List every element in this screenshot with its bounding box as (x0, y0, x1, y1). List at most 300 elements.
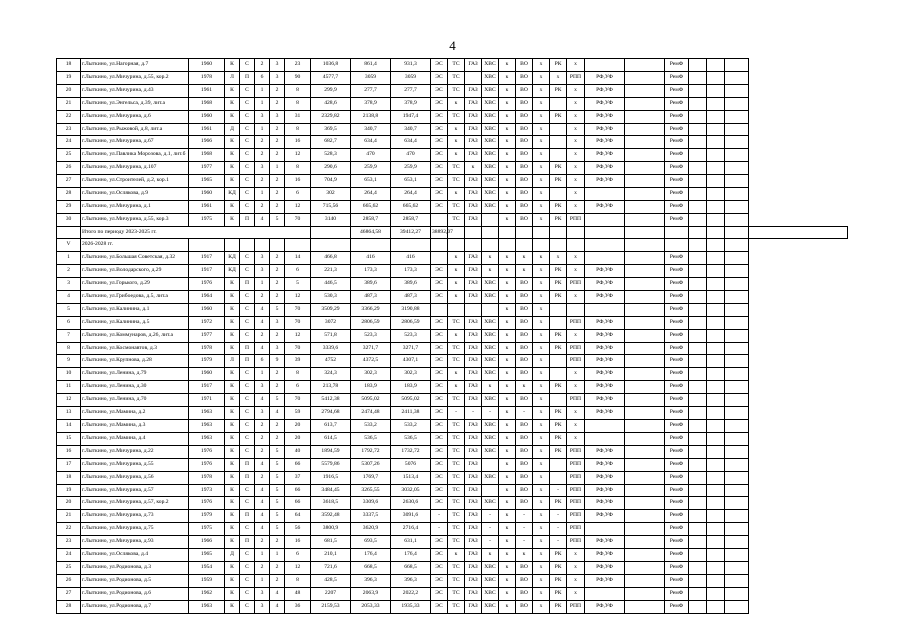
table-cell: С (240, 59, 255, 72)
table-cell (625, 303, 665, 316)
table-cell (689, 303, 707, 316)
table-cell: 40 (285, 445, 311, 458)
table-cell: ГАЗ (465, 84, 482, 97)
table-cell (725, 123, 749, 136)
table-cell: РФ,УФ (585, 316, 625, 329)
table-cell: К (225, 110, 240, 123)
table-cell: ХВС (482, 561, 499, 574)
table-cell (465, 226, 482, 239)
table-cell: 721,6 (311, 561, 351, 574)
table-cell: РемФ (665, 175, 689, 188)
table-cell: 1976 (189, 278, 225, 291)
table-cell: 2026-2028 гг. (81, 239, 189, 252)
table-cell: х (567, 407, 585, 420)
table-cell: ВО (516, 188, 533, 201)
table-cell (625, 290, 665, 303)
table-cell: ГАЗ (465, 394, 482, 407)
table-cell (725, 445, 749, 458)
table-cell (625, 59, 665, 72)
table-cell: х (533, 471, 550, 484)
table-cell: х (567, 329, 585, 342)
table-cell: 4 (255, 342, 270, 355)
table-cell: РФ,УФ (585, 342, 625, 355)
table-cell (725, 149, 749, 162)
table-cell: 389,6 (391, 278, 431, 291)
table-cell (725, 536, 749, 549)
table-cell: 24 (57, 136, 81, 149)
table-cell: 22 (57, 110, 81, 123)
table-cell: К (225, 303, 240, 316)
table-cell: Итого по периоду 2023-2025 гг. (81, 226, 311, 239)
table-cell: С (240, 136, 255, 149)
table-cell: РК (550, 497, 567, 510)
table-cell: 2 (255, 561, 270, 574)
table-cell: ТС (448, 316, 465, 329)
table-cell (725, 355, 749, 368)
table-row (57, 445, 848, 458)
table-cell: К (225, 213, 240, 226)
table-cell: 631,1 (391, 536, 431, 549)
table-cell: 3618,5 (311, 497, 351, 510)
table-cell (550, 316, 567, 329)
table-cell: ГАЗ (465, 445, 482, 458)
table-cell (482, 484, 499, 497)
table-cell: РФ,УФ (585, 497, 625, 510)
table-cell: V (57, 239, 81, 252)
table-cell: ВО (516, 419, 533, 432)
table-cell: 37 (285, 471, 311, 484)
table-cell: С (240, 84, 255, 97)
table-cell: 571,8 (311, 329, 351, 342)
table-cell: 3 (255, 600, 270, 613)
table-cell: К (225, 510, 240, 523)
table-cell: х (533, 510, 550, 523)
table-cell: ВО (516, 497, 533, 510)
table-cell: к (499, 200, 516, 213)
table-cell: - (516, 523, 533, 536)
table-cell (567, 226, 585, 239)
table-cell: РФ,УФ (585, 136, 625, 149)
table-cell: РемФ (665, 278, 689, 291)
table-cell: х (533, 316, 550, 329)
table-cell (689, 136, 707, 149)
table-cell: г.Лыткино, ул.Мамина, д.3 (81, 419, 189, 432)
table-cell (725, 432, 749, 445)
table-row (57, 510, 848, 523)
table-cell (255, 239, 270, 252)
table-cell: 4 (255, 213, 270, 226)
table-cell: РФ,УФ (585, 123, 625, 136)
table-cell: 3 (255, 252, 270, 265)
table-cell: ЭС (431, 471, 448, 484)
table-cell: ТС (448, 574, 465, 587)
table-cell: к (499, 71, 516, 84)
table-cell: ГАЗ (465, 368, 482, 381)
table-cell: 1963 (189, 600, 225, 613)
table-cell: 259,9 (351, 162, 391, 175)
table-cell: 4372,5 (351, 355, 391, 368)
table-cell (707, 458, 725, 471)
table-cell: 28 (57, 600, 81, 613)
table-cell: к (448, 136, 465, 149)
table-cell: 173,3 (351, 265, 391, 278)
table-cell: 13 (57, 407, 81, 420)
table-cell (689, 213, 707, 226)
table-cell: К (225, 523, 240, 536)
table-cell (625, 471, 665, 484)
table-cell: 613,7 (311, 419, 351, 432)
table-cell: х (533, 497, 550, 510)
table-cell: 1968 (189, 149, 225, 162)
table-cell (749, 226, 848, 239)
table-cell: 2806,59 (351, 316, 391, 329)
table-cell: 5 (270, 394, 285, 407)
table-cell: ВО (516, 316, 533, 329)
table-cell: г.Лыткино, ул.Родионова, д.3 (81, 561, 189, 574)
table-cell: ЭС (431, 162, 448, 175)
table-cell: 861,4 (351, 59, 391, 72)
table-cell: к (499, 252, 516, 265)
table-cell (707, 226, 725, 239)
table-cell: П (240, 355, 255, 368)
table-cell: 2 (270, 188, 285, 201)
table-cell: ГАЗ (465, 536, 482, 549)
table-cell: 2 (270, 200, 285, 213)
table-cell: 23 (57, 123, 81, 136)
table-cell: ЭС (431, 394, 448, 407)
table-cell: РК (550, 432, 567, 445)
table-cell: РК (550, 445, 567, 458)
table-cell: г.Лыткино, ул.Мичурина, д.6 (81, 110, 189, 123)
table-cell: К (225, 600, 240, 613)
table-cell: ХВС (482, 368, 499, 381)
table-cell: 56 (285, 523, 311, 536)
table-cell: ЭС (431, 574, 448, 587)
table-cell: к (499, 97, 516, 110)
table-cell (665, 239, 689, 252)
table-cell: х (533, 407, 550, 420)
table-cell: ЭС (431, 561, 448, 574)
table-row (57, 536, 848, 549)
table-cell: 38892,07 (431, 226, 448, 239)
table-cell (689, 600, 707, 613)
table-cell: 23 (57, 536, 81, 549)
table-cell: г.Лыткино, ул.Мамина, д.2 (81, 407, 189, 420)
table-cell: ЭС (431, 175, 448, 188)
table-cell: ХВС (482, 600, 499, 613)
table-cell: 66 (285, 458, 311, 471)
table-row (57, 149, 848, 162)
table-cell: х (567, 149, 585, 162)
table-cell: 4 (270, 407, 285, 420)
table-cell: РФ,УФ (585, 84, 625, 97)
table-cell: 3059 (391, 71, 431, 84)
table-cell: к (499, 175, 516, 188)
table-cell (585, 523, 625, 536)
table-cell (689, 381, 707, 394)
table-cell (689, 432, 707, 445)
table-cell: ГАЗ (465, 149, 482, 162)
table-cell: к (499, 84, 516, 97)
table-cell: ТС (448, 59, 465, 72)
table-cell (585, 419, 625, 432)
table-cell: 2411,38 (391, 407, 431, 420)
table-cell: ХВС (482, 200, 499, 213)
table-cell (689, 316, 707, 329)
table-cell (240, 239, 255, 252)
table-cell: К (225, 381, 240, 394)
table-cell: 634,4 (351, 136, 391, 149)
table-cell: 12 (285, 290, 311, 303)
table-cell (482, 303, 499, 316)
table-cell: РПП (567, 342, 585, 355)
table-cell: 1965 (189, 175, 225, 188)
table-cell: ВО (516, 368, 533, 381)
table-cell: РемФ (665, 394, 689, 407)
table-cell (725, 419, 749, 432)
table-cell (689, 200, 707, 213)
table-cell: г.Лыткино, ул.Мичурина, д.1 (81, 200, 189, 213)
table-cell (707, 561, 725, 574)
table-cell: 2858,7 (351, 213, 391, 226)
table-cell: 90 (285, 71, 311, 84)
table-cell: РФ,УФ (585, 458, 625, 471)
table-cell: 369,5 (311, 123, 351, 136)
table-cell: РК (550, 574, 567, 587)
table-cell: ТС (448, 394, 465, 407)
table-cell (689, 342, 707, 355)
table-cell: ТС (448, 445, 465, 458)
table-cell: 2 (270, 149, 285, 162)
table-cell: х (550, 252, 567, 265)
table-cell: ХВС (482, 574, 499, 587)
table-cell: ГАЗ (465, 381, 482, 394)
table-cell: РПП (567, 394, 585, 407)
table-cell: 2858,7 (391, 213, 431, 226)
table-cell: ХВС (482, 123, 499, 136)
table-cell: к (448, 123, 465, 136)
table-cell (689, 97, 707, 110)
table-cell: х (533, 419, 550, 432)
table-cell: ВО (516, 432, 533, 445)
table-cell: ХВС (482, 278, 499, 291)
table-cell: РК (550, 175, 567, 188)
table-cell: 4 (255, 303, 270, 316)
table-cell: РПП (567, 445, 585, 458)
table-cell: ВО (516, 71, 533, 84)
table-cell (725, 59, 749, 72)
table-cell: ВО (516, 213, 533, 226)
table-cell: 3339,6 (311, 342, 351, 355)
table-cell (725, 381, 749, 394)
table-cell (707, 600, 725, 613)
table-cell: РПП (567, 278, 585, 291)
table-cell: к (482, 549, 499, 562)
table-cell: к (482, 265, 499, 278)
table-cell (707, 523, 725, 536)
table-cell: 299,9 (311, 84, 351, 97)
table-cell: к (499, 419, 516, 432)
table-cell: РК (550, 84, 567, 97)
table-cell (689, 278, 707, 291)
table-cell: к (448, 368, 465, 381)
table-cell: ТС (448, 587, 465, 600)
table-cell: РемФ (665, 471, 689, 484)
table-cell: РемФ (665, 342, 689, 355)
table-cell (725, 226, 749, 239)
table-cell: к (499, 110, 516, 123)
table-cell: ЭС (431, 549, 448, 562)
table-cell: РФ,УФ (585, 381, 625, 394)
table-cell (499, 226, 516, 239)
table-cell: 389,6 (351, 278, 391, 291)
table-cell: 2 (270, 368, 285, 381)
table-cell: 26 (57, 162, 81, 175)
table-cell: РК (550, 587, 567, 600)
table-cell: 324,3 (311, 368, 351, 381)
table-cell: 1964 (189, 290, 225, 303)
table-cell: ТС (448, 84, 465, 97)
table-cell (550, 149, 567, 162)
table-cell (689, 536, 707, 549)
table-cell: 682,7 (311, 136, 351, 149)
table-cell: - (465, 407, 482, 420)
table-cell: х (533, 213, 550, 226)
table-cell: 4752 (311, 355, 351, 368)
table-cell: 2 (255, 419, 270, 432)
table-row (57, 213, 848, 226)
table-cell: ТС (448, 458, 465, 471)
table-cell (533, 226, 550, 239)
table-cell (725, 407, 749, 420)
table-cell: ВО (516, 84, 533, 97)
table-cell: 3 (255, 407, 270, 420)
table-cell: г.Лыткино, ул.Родионова, д.5 (81, 574, 189, 587)
table-cell: ВО (516, 355, 533, 368)
table-cell: 19 (57, 71, 81, 84)
table-cell: К (225, 497, 240, 510)
table-cell: РемФ (665, 265, 689, 278)
table-cell: РФ,УФ (585, 536, 625, 549)
table-cell: 30 (57, 213, 81, 226)
table-cell: С (240, 265, 255, 278)
table-cell (725, 162, 749, 175)
table-cell: ВО (516, 587, 533, 600)
table-cell: ХВС (482, 175, 499, 188)
table-cell: 3140 (311, 213, 351, 226)
table-cell: РПП (567, 523, 585, 536)
table-cell: ГАЗ (465, 188, 482, 201)
table-cell (482, 226, 499, 239)
table-cell: х (567, 84, 585, 97)
table-cell: РК (550, 162, 567, 175)
table-cell: К (225, 329, 240, 342)
table-cell (550, 303, 567, 316)
table-cell (707, 59, 725, 72)
table-cell: 8 (57, 342, 81, 355)
table-cell (625, 458, 665, 471)
table-cell: ВО (516, 458, 533, 471)
table-cell: 17 (57, 458, 81, 471)
table-cell: к (499, 497, 516, 510)
table-cell: К (225, 278, 240, 291)
table-cell: 4 (255, 510, 270, 523)
table-cell: 2 (255, 149, 270, 162)
table-cell: х (533, 458, 550, 471)
table-cell: х (567, 97, 585, 110)
table-cell: К (225, 316, 240, 329)
table-cell: х (533, 59, 550, 72)
table-cell: 12 (285, 329, 311, 342)
table-cell: 1917 (189, 381, 225, 394)
table-cell: 693,5 (351, 536, 391, 549)
table-cell (550, 471, 567, 484)
table-cell: РПП (567, 458, 585, 471)
table-cell: 340,7 (351, 123, 391, 136)
table-cell (707, 239, 725, 252)
table-cell: РемФ (665, 97, 689, 110)
table-cell: г.Лыткино, ул.Мичурина, д.57, кор.2 (81, 497, 189, 510)
table-cell: к (499, 381, 516, 394)
table-cell (707, 497, 725, 510)
table-row (57, 587, 848, 600)
table-cell: х (533, 265, 550, 278)
table-cell: 4 (255, 458, 270, 471)
table-cell: 1960 (189, 110, 225, 123)
table-row (57, 549, 848, 562)
table-cell (707, 278, 725, 291)
table-cell: 3366,29 (351, 303, 391, 316)
table-cell: РемФ (665, 445, 689, 458)
table-cell: С (240, 162, 255, 175)
table-cell: 2 (270, 97, 285, 110)
table-cell: К (225, 290, 240, 303)
table-cell: 1 (270, 549, 285, 562)
table-cell: ГАЗ (465, 278, 482, 291)
table-cell: С (240, 587, 255, 600)
table-cell (625, 368, 665, 381)
table-cell (689, 162, 707, 175)
table-cell: 8 (285, 97, 311, 110)
table-row (57, 394, 848, 407)
table-cell: х (533, 188, 550, 201)
table-cell: 470 (391, 149, 431, 162)
table-cell: 23 (285, 59, 311, 72)
table-cell: РемФ (665, 316, 689, 329)
table-cell: к (499, 136, 516, 149)
table-cell: ЭС (431, 97, 448, 110)
table-cell: РК (550, 407, 567, 420)
table-cell: к (499, 342, 516, 355)
table-cell (725, 239, 749, 252)
table-cell: С (240, 432, 255, 445)
table-cell: х (567, 381, 585, 394)
table-cell: 1960 (189, 368, 225, 381)
table-cell: К (225, 458, 240, 471)
table-row (57, 252, 848, 265)
table-cell: ГАЗ (465, 123, 482, 136)
table-cell: 1961 (189, 200, 225, 213)
table-cell (707, 432, 725, 445)
table-cell: РФ,УФ (585, 97, 625, 110)
table-cell: ТС (448, 432, 465, 445)
table-cell: 4 (255, 316, 270, 329)
table-cell: ХВС (482, 471, 499, 484)
table-cell: х (533, 175, 550, 188)
table-cell: 5095,02 (351, 394, 391, 407)
table-cell: 8 (285, 368, 311, 381)
table-cell: 614,5 (311, 432, 351, 445)
